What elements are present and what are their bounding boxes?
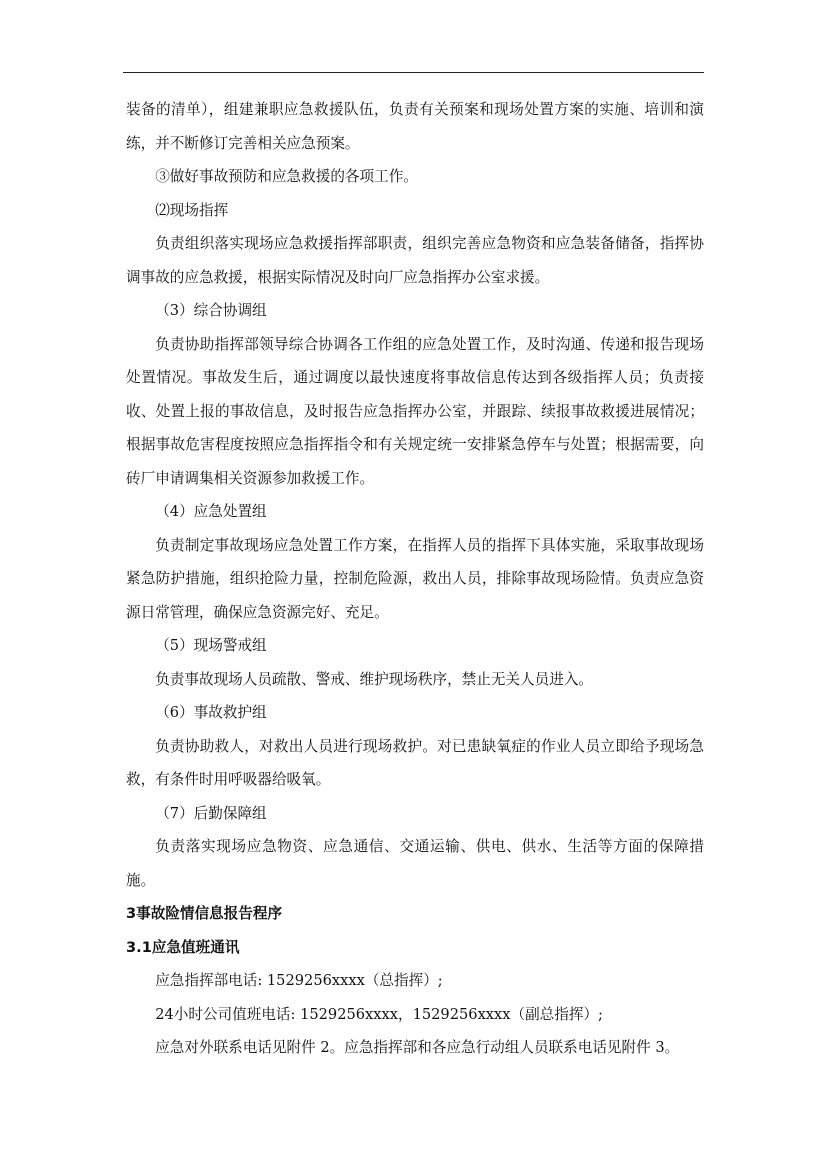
paragraph-duty-phone: 24小时公司值班电话: 1529256xxxx，1529256xxxx（副总指挥）;: [155, 1005, 603, 1023]
paragraph-site-command-duties: 负责组织落实现场应急救援指挥部职责，组织完善应急物资和应急装备储备，指挥协调事故的应急救援，根据实际情况及时向厂应急指挥办公室求援。: [126, 235, 704, 286]
subheading-rescue-group: （6）事故救护组: [155, 704, 267, 721]
paragraph-command-phone: 应急指挥部电话: 1529256xxxx（总指挥）;: [155, 972, 443, 989]
paragraph-cordon-duties: 负责事故现场人员疏散、警戒、维护现场秩序，禁止无关人员进入。: [155, 670, 594, 688]
paragraph-continued-duties: 装备的清单），组建兼职应急救援队伍，负责有关预案和现场处置方案的实施、培训和演练，并不断修订完善相关应急预案。: [126, 101, 704, 152]
paragraph-logistics-duties: 负责落实现场应急物资、应急通信、交通运输、供电、供水、生活等方面的保障措施。: [126, 838, 704, 889]
paragraph-coordination-duties: 负责协助指挥部领导综合协调各工作组的应急处置工作，及时沟通、传递和报告现场处置情况。事故发生后，通过调度以最快速度将事故信息传达到各级指挥人员；负责接收、处置上报的事故信息，及时报告应急指挥办公室，并跟踪、续报事故救援进展情况；根据事故危害程度按照应急指挥指令和有关规定统一安排紧急停车与处置；根据需要，向砖厂申请调集相关资源参加救援工作。: [126, 335, 704, 487]
section-heading-report-procedure: 3事故险情信息报告程序: [126, 905, 283, 922]
paragraph-external-contacts: 应急对外联系电话见附件 2。应急指挥部和各应急行动组人员联系电话见附件 3。: [155, 1039, 680, 1056]
paragraph-rescue-duties: 负责协助救人，对救出人员进行现场救护。对已患缺氧症的作业人员立即给予现场急救，有条件时用呼吸器给吸氧。: [126, 737, 704, 788]
section-heading-duty-communication: 3.1应急值班通讯: [126, 938, 240, 956]
subheading-logistics-group: （7）后勤保障组: [155, 804, 267, 822]
subheading-site-command: ⑵现场指挥: [155, 201, 229, 219]
subheading-response-group: （4）应急处置组: [155, 503, 267, 520]
document-body: [126, 93, 704, 1065]
paragraph-response-duties: 负责制定事故现场应急处置工作方案，在指挥人员的指挥下具体实施，采取事故现场紧急防护措施，组织抢险力量，控制危险源，救出人员，排除事故现场险情。负责应急资源日常管理，确保应急资源完好、充足。: [126, 536, 704, 621]
paragraph-prevention-work: ③做好事故预防和应急救援的各项工作。: [155, 168, 418, 185]
subheading-cordon-group: （5）现场警戒组: [155, 637, 267, 654]
header-rule: [123, 72, 704, 73]
subheading-coordination-group: （3）综合协调组: [155, 302, 267, 319]
